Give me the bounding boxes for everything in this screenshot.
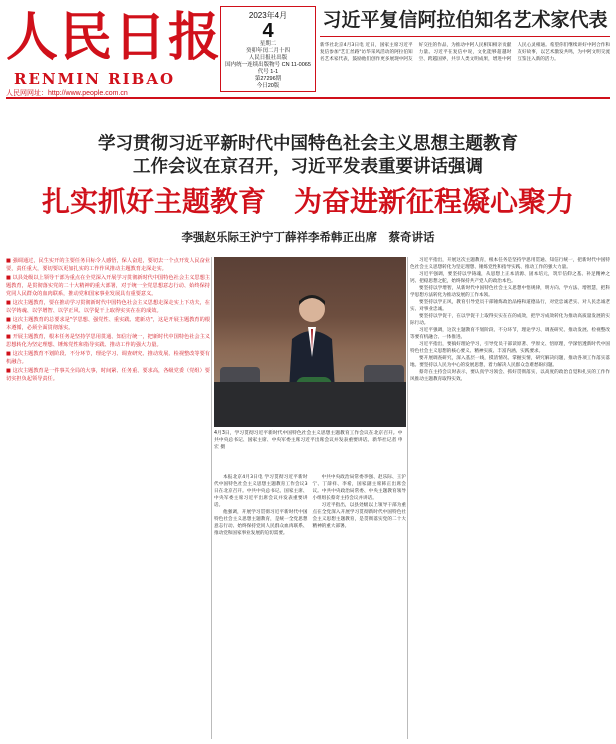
- date-box: [220, 6, 316, 92]
- key-point: ■ 这次主题教育的总要求是"学思想、强党性、重实践、建新功"，这是开展主题教育的根本遵循，必须全面贯彻落实。: [6, 317, 210, 331]
- photo-podium: [214, 382, 406, 427]
- key-point: ■ 强调通过，民生实开的主要任务目标令人感悟，保人奋进，要切去一个点开发人民奋业要，责任重大，要切要以更加扎实的工作作风推动主题教育走深走实。: [6, 258, 210, 272]
- article-continuation: [410, 257, 610, 739]
- kicker-line-2: 工作会议在京召开，习近平发表重要讲话强调: [133, 157, 483, 177]
- date-issue: 第27296期: [254, 76, 282, 82]
- date-cn-number: 国内统一连续出版物号 CN 11-0065: [225, 62, 311, 68]
- article-paragraph: 要开展调查研究，深入基层一线，摸清情况、掌握实情，研究解决问题，推动各项工作落实落地。要坚持以人民为中心的发展思想，着力解决人民群众急难愁盼问题。: [410, 356, 610, 368]
- top-story-paragraph: 新华社北京4月3日电 近日，国家主席习近平复信参加"艺汇丝路"访华采风活动的阿拉伯知名艺术家代表，鼓励他们创作更多展现中阿友好交往的作品，为推动中阿人民相知相亲贡献力量。习近平在复信中说，文化能够超越时空、跨越国界，共享人类文明成果，增进中阿人民心灵相通。希望你们继续讲好中阿合作和友好故事，以艺术激发共鸣，为中阿文明交流互鉴注入新的活力。: [320, 43, 610, 62]
- key-point: ■ 以县处级以上领导干部为重点在全党深入开展学习贯彻新时代中国特色社会主义思想主题教育，是贯彻落实党的二十大精神的重大部署，对于统一全党思想意志行动、始终保持党同人民群众的血肉联系，推动党和国家事业发展具有重要意义。: [6, 275, 210, 297]
- date-code: 代号 1-1: [257, 69, 279, 75]
- article-paragraph: 他强调，开展学习贯彻习近平新时代中国特色社会主义思想主题教育，是统一全党思想意志行动、始终保持党同人民群众血肉联系、推动党和国家事业发展的迫切需要。: [214, 510, 308, 536]
- date-day: 4: [262, 20, 274, 42]
- column-divider: [407, 257, 408, 739]
- article-paragraph: 要坚持以学正风，教育引导党员干部锤炼政治品格和道德品行，对党忠诚老实、对人民忠诚老实、对事业忠诚。: [410, 300, 610, 312]
- masthead-pinyin: RENMIN RIBAO: [14, 70, 176, 88]
- masthead-logo: 人民日报: [6, 7, 223, 68]
- top-story-headline[interactable]: 习近平复信阿拉伯知名艺术家代表: [322, 9, 608, 31]
- masthead-website: 人民网网址：http://www.people.com.cn: [6, 90, 128, 97]
- date-lunar: 癸卯年闰二月十四: [245, 48, 290, 54]
- photo-caption: 4月3日，学习贯彻习近平新时代中国特色社会主义思想主题教育工作会议在北京召开。中共中央总书记、国家主席、中央军委主席习近平出席会议并发表重要讲话。新华社记者 申宏 摄: [214, 431, 403, 450]
- main-headline[interactable]: 扎实抓好主题教育 为奋进新征程凝心聚力: [41, 185, 574, 218]
- key-point: ■ 开展主题教育，根本任务是坚持学思用贯通、知信行统一，把新时代中国特色社会主义思想转化为坚定理想、锤炼党性和指导实践、推动工作的强大力量。: [6, 334, 210, 348]
- date-weekday: 星期二: [259, 41, 277, 47]
- key-points-column: [6, 257, 210, 739]
- article-paragraph: 习近平指出，以县处级以上领导干部为重点在全党深入开展学习贯彻新时代中国特色社会主义思想主题教育，是贯彻落实党的二十大精神的重大部署。: [312, 503, 406, 529]
- article-paragraph: 习近平强调，这次主题教育不划阶段、不分环节，理论学习、调查研究、推动发展、检视整改等要有机融合、一体推进。: [410, 328, 610, 340]
- article-paragraph: 蔡奇在主持会议时表示，要认真学习领会、抓好贯彻落实，以高度的政治自觉和扎实的工作作风推动主题教育取得实效。: [410, 370, 610, 382]
- key-point: ■ 这次主题教育是一件事关全局的大事，时间紧、任务重、要求高，各级党委（党组）要切实担负起领导责任。: [6, 368, 210, 382]
- kicker-line-1: 学习贯彻习近平新时代中国特色社会主义思想主题教育: [98, 134, 518, 154]
- sub-headline: 李强赵乐际王沪宁丁薛祥李希韩正出席 蔡奇讲话: [181, 230, 435, 244]
- date-year-month: 2023年4月: [248, 11, 288, 20]
- date-pages: 今日20版: [256, 83, 280, 89]
- date-edition: 人民日报社出版: [248, 55, 288, 61]
- main-article-body: [214, 474, 406, 739]
- top-story-body: [320, 42, 610, 122]
- article-paragraph: 本报北京4月3日电 学习贯彻习近平新时代中国特色社会主义思想主题教育工作会议3日在北京召开。中共中央总书记、国家主席、中央军委主席习近平出席会议并发表重要讲话。: [214, 475, 308, 508]
- key-point: ■ 这次主题教育，要在推动学习贯彻新时代中国特色社会主义思想走深走实上下功夫，在以学铸魂、以学增智、以学正风、以学促干上取得实实在在的成效。: [6, 300, 210, 314]
- article-paragraph: 习近平指出，开展这次主题教育，根本任务是坚持学思用贯通、知信行统一，把新时代中国特色社会主义思想转化为坚定理想、锤炼党性和指导实践、推动工作的强大力量。: [410, 258, 610, 270]
- article-paragraph: 要坚持以学增智，从新时代中国特色社会主义思想中悟规律，明方向、学方法、增智慧，把科学思想方法转化为推动发展的工作本领。: [410, 286, 610, 298]
- divider: [320, 36, 610, 37]
- masthead-rule: [6, 97, 610, 99]
- article-paragraph: 习近平指出，要搞好理论学习，引导党员干部读原著、学原文、悟原理，学深悟透新时代中国特色社会主义思想的核心要义、精神实质、丰富内涵、实践要求。: [410, 342, 610, 354]
- article-paragraph: 中共中央政治局常委李强、赵乐际、王沪宁、丁薛祥、李希，国家副主席韩正出席会议。中共中央政治局常委、中央主题教育领导小组组长蔡奇主持会议并讲话。: [312, 475, 406, 501]
- column-divider: [211, 257, 212, 739]
- article-paragraph: 要坚持以学促干，在以学促干上取得实实在在的成效，把学习成效转化为推动高质量发展的实际行动。: [410, 314, 610, 326]
- key-point: ■ 这次主题教育不划阶段、不分环节，理论学习、调查研究、推动发展、检视整改等要有机融合。: [6, 351, 210, 365]
- article-paragraph: 习近平强调，要坚持以学铸魂，从思想上正本清源、固本培元，筑牢信仰之基、补足精神之钙、把稳思想之舵，始终保持共产党人的政治本色。: [410, 272, 610, 284]
- news-photo[interactable]: [214, 257, 406, 427]
